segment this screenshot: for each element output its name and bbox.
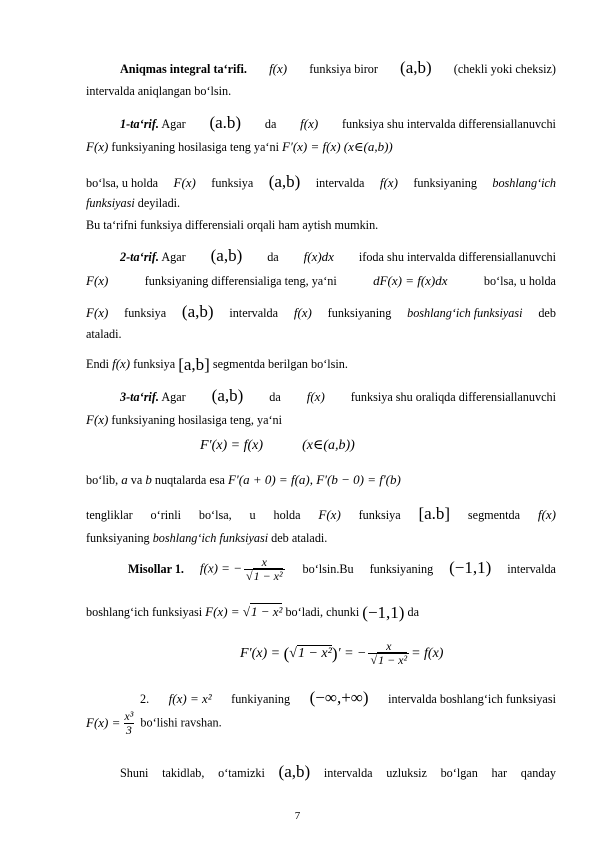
definition-label: 3-ta‘rif. <box>120 390 159 404</box>
formula-F-of-x: F(x) <box>86 305 109 320</box>
formula-interval: (−1,1) <box>362 603 405 622</box>
example-number: 2. <box>140 692 150 706</box>
text-line <box>120 762 556 782</box>
formula-segment: [a,b] <box>178 355 210 374</box>
text: deyiladi. <box>137 196 181 210</box>
formula-a: a <box>121 472 128 487</box>
fraction <box>368 640 409 667</box>
formula-part: F′(x) = <box>240 645 281 661</box>
formula-part: F(x) = <box>86 714 121 730</box>
text-line <box>86 196 556 211</box>
text: bo‘lib, <box>86 473 119 487</box>
text-line <box>86 273 556 289</box>
text-line <box>86 531 556 546</box>
formula-endpoint-conditions: F′(a + 0) = f(a), F′(b − 0) = f′(b) <box>227 472 401 487</box>
example-1-line <box>128 556 556 583</box>
fraction <box>244 556 285 583</box>
display-equation <box>240 640 500 667</box>
formula-part: = f(x) <box>411 645 444 661</box>
text: funksiyaning differensialiga teng, ya‘ni <box>144 274 337 288</box>
text: har <box>491 766 508 780</box>
fraction-denominator: 3 <box>125 723 132 738</box>
text: da <box>267 250 279 264</box>
section-heading: Aniqmas integral ta‘rifi. <box>120 62 247 76</box>
formula-differential: f(x)dx <box>303 249 334 264</box>
text: qanday <box>520 766 556 780</box>
definition-2-line <box>120 246 556 266</box>
formula-F-of-x: F(x) <box>86 273 109 288</box>
text: bo‘lsa, u holda <box>483 274 556 288</box>
formula-interval: (−∞,+∞) <box>309 688 369 707</box>
text: va <box>130 473 143 487</box>
text: uzluksiz <box>386 766 427 780</box>
text: funksiyaning <box>86 531 150 545</box>
text: da <box>269 390 281 404</box>
text: segmentda berilgan bo‘lsin. <box>212 357 348 371</box>
text: funksiyaning <box>369 561 434 576</box>
text-line <box>86 472 556 488</box>
text: u <box>249 508 256 522</box>
text: intervalda <box>507 561 556 576</box>
text: Bu ta‘rifni funksiya differensiali orqali ham aytish mumkin. <box>86 218 379 232</box>
text-line <box>86 139 556 155</box>
formula-f-of-x: f(x) <box>269 61 288 76</box>
formula-f-of-x: f(x) <box>379 175 398 190</box>
text: intervalda <box>315 176 365 190</box>
text: holda <box>273 508 301 522</box>
formula-F-of-x: F(x) <box>173 175 196 190</box>
formula-example-function: f(x) = x² <box>168 691 212 706</box>
formula-part: f(x) = − <box>199 560 242 576</box>
text: segmentda <box>467 508 521 522</box>
fraction-numerator: x³ <box>124 709 134 723</box>
definition-3-line <box>120 386 556 406</box>
text: Agar <box>161 390 186 404</box>
formula-interval: (a,b) <box>211 386 244 405</box>
text-line <box>86 603 556 623</box>
formula-f-of-x: f(x) <box>306 389 325 404</box>
text: boshlang‘ich funksiyasi <box>86 605 203 619</box>
fraction-denominator: √1 − x² <box>245 569 283 584</box>
text: funksiyaning hosilasiga teng, ya‘ni <box>111 413 283 427</box>
formula-part: F(x) = <box>205 604 240 619</box>
sqrt-radicand: 1 − x² <box>297 645 332 661</box>
formula-f-of-x: f(x) <box>112 356 131 371</box>
formula-F-of-x: F(x) <box>318 507 341 522</box>
formula-example-function <box>200 556 287 583</box>
formula-f-of-x: f(x) <box>293 305 312 320</box>
formula-antiderivative: F(x) = √1 − x² <box>205 604 283 619</box>
formula-derivative-equation: F′(x) = f(x) <box>200 438 264 453</box>
formula-interval: (−1,1) <box>449 557 492 577</box>
formula-differential-equation: dF(x) = f(x)dx <box>373 273 448 288</box>
text: Agar <box>161 250 186 264</box>
formula-derivative-equation: F′(x) = f(x) (x∈(a,b)) <box>282 139 393 154</box>
text: funksiya <box>358 508 401 522</box>
text: intervalda <box>229 306 279 320</box>
formula-interval: (a,b) <box>278 762 311 781</box>
formula-F-of-x: F(x) <box>86 139 109 154</box>
text: deb <box>538 306 556 320</box>
text: funksiyaning hosilasiga teng ya‘ni <box>111 140 279 154</box>
text: funksiya <box>211 176 254 190</box>
formula-interval: (a,b) <box>268 172 301 191</box>
formula-F-of-x: F(x) <box>86 412 109 427</box>
text-line <box>86 172 556 192</box>
fraction-numerator: x <box>261 555 267 569</box>
text: nuqtalarda esa <box>154 473 225 487</box>
text: ifoda shu intervalda differensiallanuvchi <box>358 250 556 264</box>
formula-verification: F′(x) = (√1 − x²)′ = − $\frac{x}{\text{√1 − x²}}$ = f(x) <box>240 639 444 668</box>
text: bo‘lsa, u holda <box>86 176 159 190</box>
text: funksiya shu intervalda differensiallanuvchi <box>341 117 556 131</box>
examples-heading: Misollar 1. <box>128 561 184 576</box>
fraction <box>122 710 135 737</box>
term-antiderivative: boshlang‘ich funksiyasi <box>152 531 269 545</box>
text: bo‘lgan <box>440 766 478 780</box>
text: Shuni <box>120 766 149 780</box>
formula-interval: (a,b) <box>400 58 432 77</box>
text: Agar <box>161 117 186 131</box>
page-number: 7 <box>294 810 301 822</box>
text: takidlab, <box>162 766 205 780</box>
text: bo‘lsin.Bu <box>302 561 354 576</box>
text: bo‘lsa, <box>198 508 232 522</box>
term-antiderivative: boshlang‘ich funksiyasi <box>407 306 523 320</box>
text: (chekli yoki cheksiz) <box>453 62 556 76</box>
sqrt-radicand: 1 − x² <box>250 604 283 619</box>
text: da <box>264 117 277 131</box>
text-line <box>86 412 556 428</box>
text-line <box>86 504 556 524</box>
text: ataladi. <box>86 327 122 341</box>
text-line <box>86 355 556 375</box>
text: da <box>407 605 420 619</box>
text: funksiyaning <box>413 176 477 190</box>
text-line <box>86 710 556 737</box>
text: funksiyaning <box>327 306 392 320</box>
text: o‘rinli <box>150 508 182 522</box>
text: funkiyaning <box>231 692 291 706</box>
formula-segment: [a.b] <box>418 504 451 523</box>
formula-interval: (a.b) <box>209 113 242 132</box>
formula-antiderivative <box>86 709 137 738</box>
text: intervalda <box>323 766 373 780</box>
formula-interval: (a,b) <box>181 302 214 321</box>
text: funksiya biror <box>309 62 378 76</box>
formula-part: ′ = − <box>337 645 367 661</box>
text: intervalda boshlang‘ich funksiyasi <box>388 692 556 706</box>
definition-label: 1-ta‘rif. <box>120 117 159 131</box>
term-antiderivative: boshlang‘ich <box>492 176 556 190</box>
text: o‘tamizki <box>218 766 265 780</box>
fraction-numerator: x <box>386 639 392 653</box>
text: funksiya <box>124 306 167 320</box>
term-antiderivative: funksiyasi <box>86 196 135 210</box>
sqrt-radicand: 1 − x² <box>378 653 408 668</box>
text: funksiya shu oraliqda differensiallanuvchi <box>350 390 556 404</box>
text: bo‘lishi ravshan. <box>140 715 222 730</box>
text: funksiya <box>133 357 176 371</box>
text: intervalda aniqlangan bo‘lsin. <box>86 84 232 98</box>
example-2-line <box>140 688 556 708</box>
text-line <box>86 84 556 99</box>
sqrt-radicand: 1 − x² <box>253 569 283 584</box>
text: tengliklar <box>86 508 133 522</box>
display-equation <box>200 438 400 455</box>
text-line <box>86 327 556 342</box>
definition-label: 2-ta‘rif. <box>120 250 159 264</box>
formula-f-of-x: f(x) <box>537 507 556 522</box>
formula-domain: (x∈(a,b)) <box>302 438 355 453</box>
text: deb ataladi. <box>271 531 328 545</box>
text: Endi <box>86 357 110 371</box>
fraction-denominator: √1 − x² <box>370 653 408 668</box>
formula-interval: (a,b) <box>210 246 243 265</box>
definition-intro-line <box>120 58 556 78</box>
text: bo‘ladi, chunki <box>285 605 360 619</box>
formula-f-of-x: f(x) <box>300 116 319 131</box>
text-line <box>86 302 556 322</box>
text-line <box>86 218 556 233</box>
formula-b: b <box>145 472 152 487</box>
definition-1-line <box>120 113 556 133</box>
